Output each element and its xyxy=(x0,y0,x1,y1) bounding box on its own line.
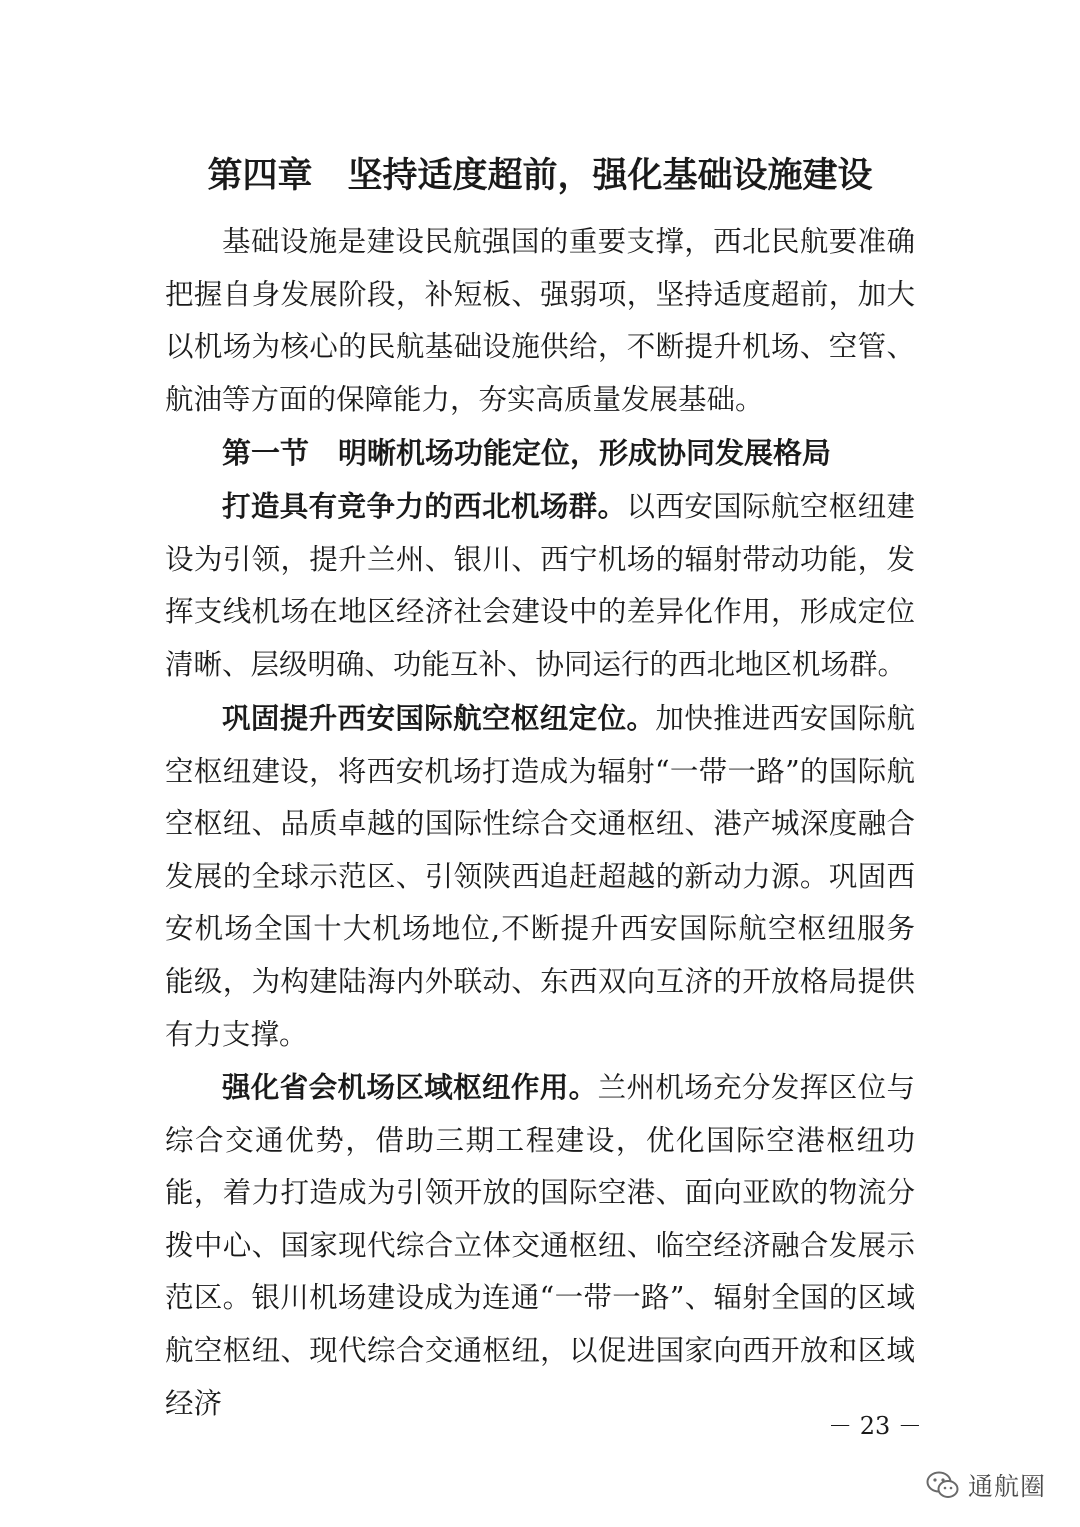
paragraph-lead: 巩固提升西安国际航空枢纽定位。 xyxy=(222,701,656,735)
paragraph-body: 加快推进西安国际航空枢纽建设，将西安机场打造成为辐射“一带一路”的国际航空枢纽、品质卓越的国际性综合交通枢纽、港产城深度融合发展的全球示范区、引领陕西追赶超越的新动力源。巩固西安机场全国十大机场地位,不断提升西安国际航空枢纽服务能级，为构建陆海内外联动、东西双向互济的开放格局提供有力支撑。 xyxy=(165,702,915,1051)
paragraph-lead: 强化省会机场区域枢纽作用。 xyxy=(222,1070,598,1104)
intro-paragraph xyxy=(165,216,915,426)
paragraph-body: 兰州机场充分发挥区位与综合交通优势，借助三期工程建设，优化国际空港枢纽功能，着力打造成为引领开放的国际空港、面向亚欧的物流分拨中心、国家现代综合立体交通枢纽、临空经济融合发展示范区。银川机场建设成为连通“一带一路”、辐射全国的区域航空枢纽、现代综合交通枢纽，以促进国家向西开放和区域经济 xyxy=(165,1071,915,1420)
intro-text: 基础设施是建设民航强国的重要支撑，西北民航要准确把握自身发展阶段，补短板、强弱项，坚持适度超前，加大以机场为核心的民航基础设施供给，不断提升机场、空管、航油等方面的保障能力，夯实高质量发展基础。 xyxy=(165,225,915,416)
paragraph-provincial-hubs xyxy=(165,1061,915,1430)
chapter-title: 第四章 坚持适度超前，强化基础设施建设 xyxy=(207,155,873,196)
watermark-text: 通航圈 xyxy=(968,1472,1047,1501)
wechat-icon xyxy=(926,1470,960,1500)
section-title: 第一节 明晰机场功能定位，形成协同发展格局 xyxy=(222,436,832,470)
watermark xyxy=(926,1467,1046,1503)
page-number: － 23 － xyxy=(828,1412,922,1440)
paragraph-body: 以西安国际航空枢纽建设为引领，提升兰州、银川、西宁机场的辐射带动功能，发挥支线机场在地区经济社会建设中的差异化作用，形成定位清晰、层级明确、功能互补、协同运行的西北地区机场群。 xyxy=(165,490,915,681)
paragraph-lead: 打造具有竞争力的西北机场群。 xyxy=(222,489,627,523)
paragraph-airport-cluster xyxy=(165,480,915,691)
paragraph-xian-hub xyxy=(165,692,915,1061)
